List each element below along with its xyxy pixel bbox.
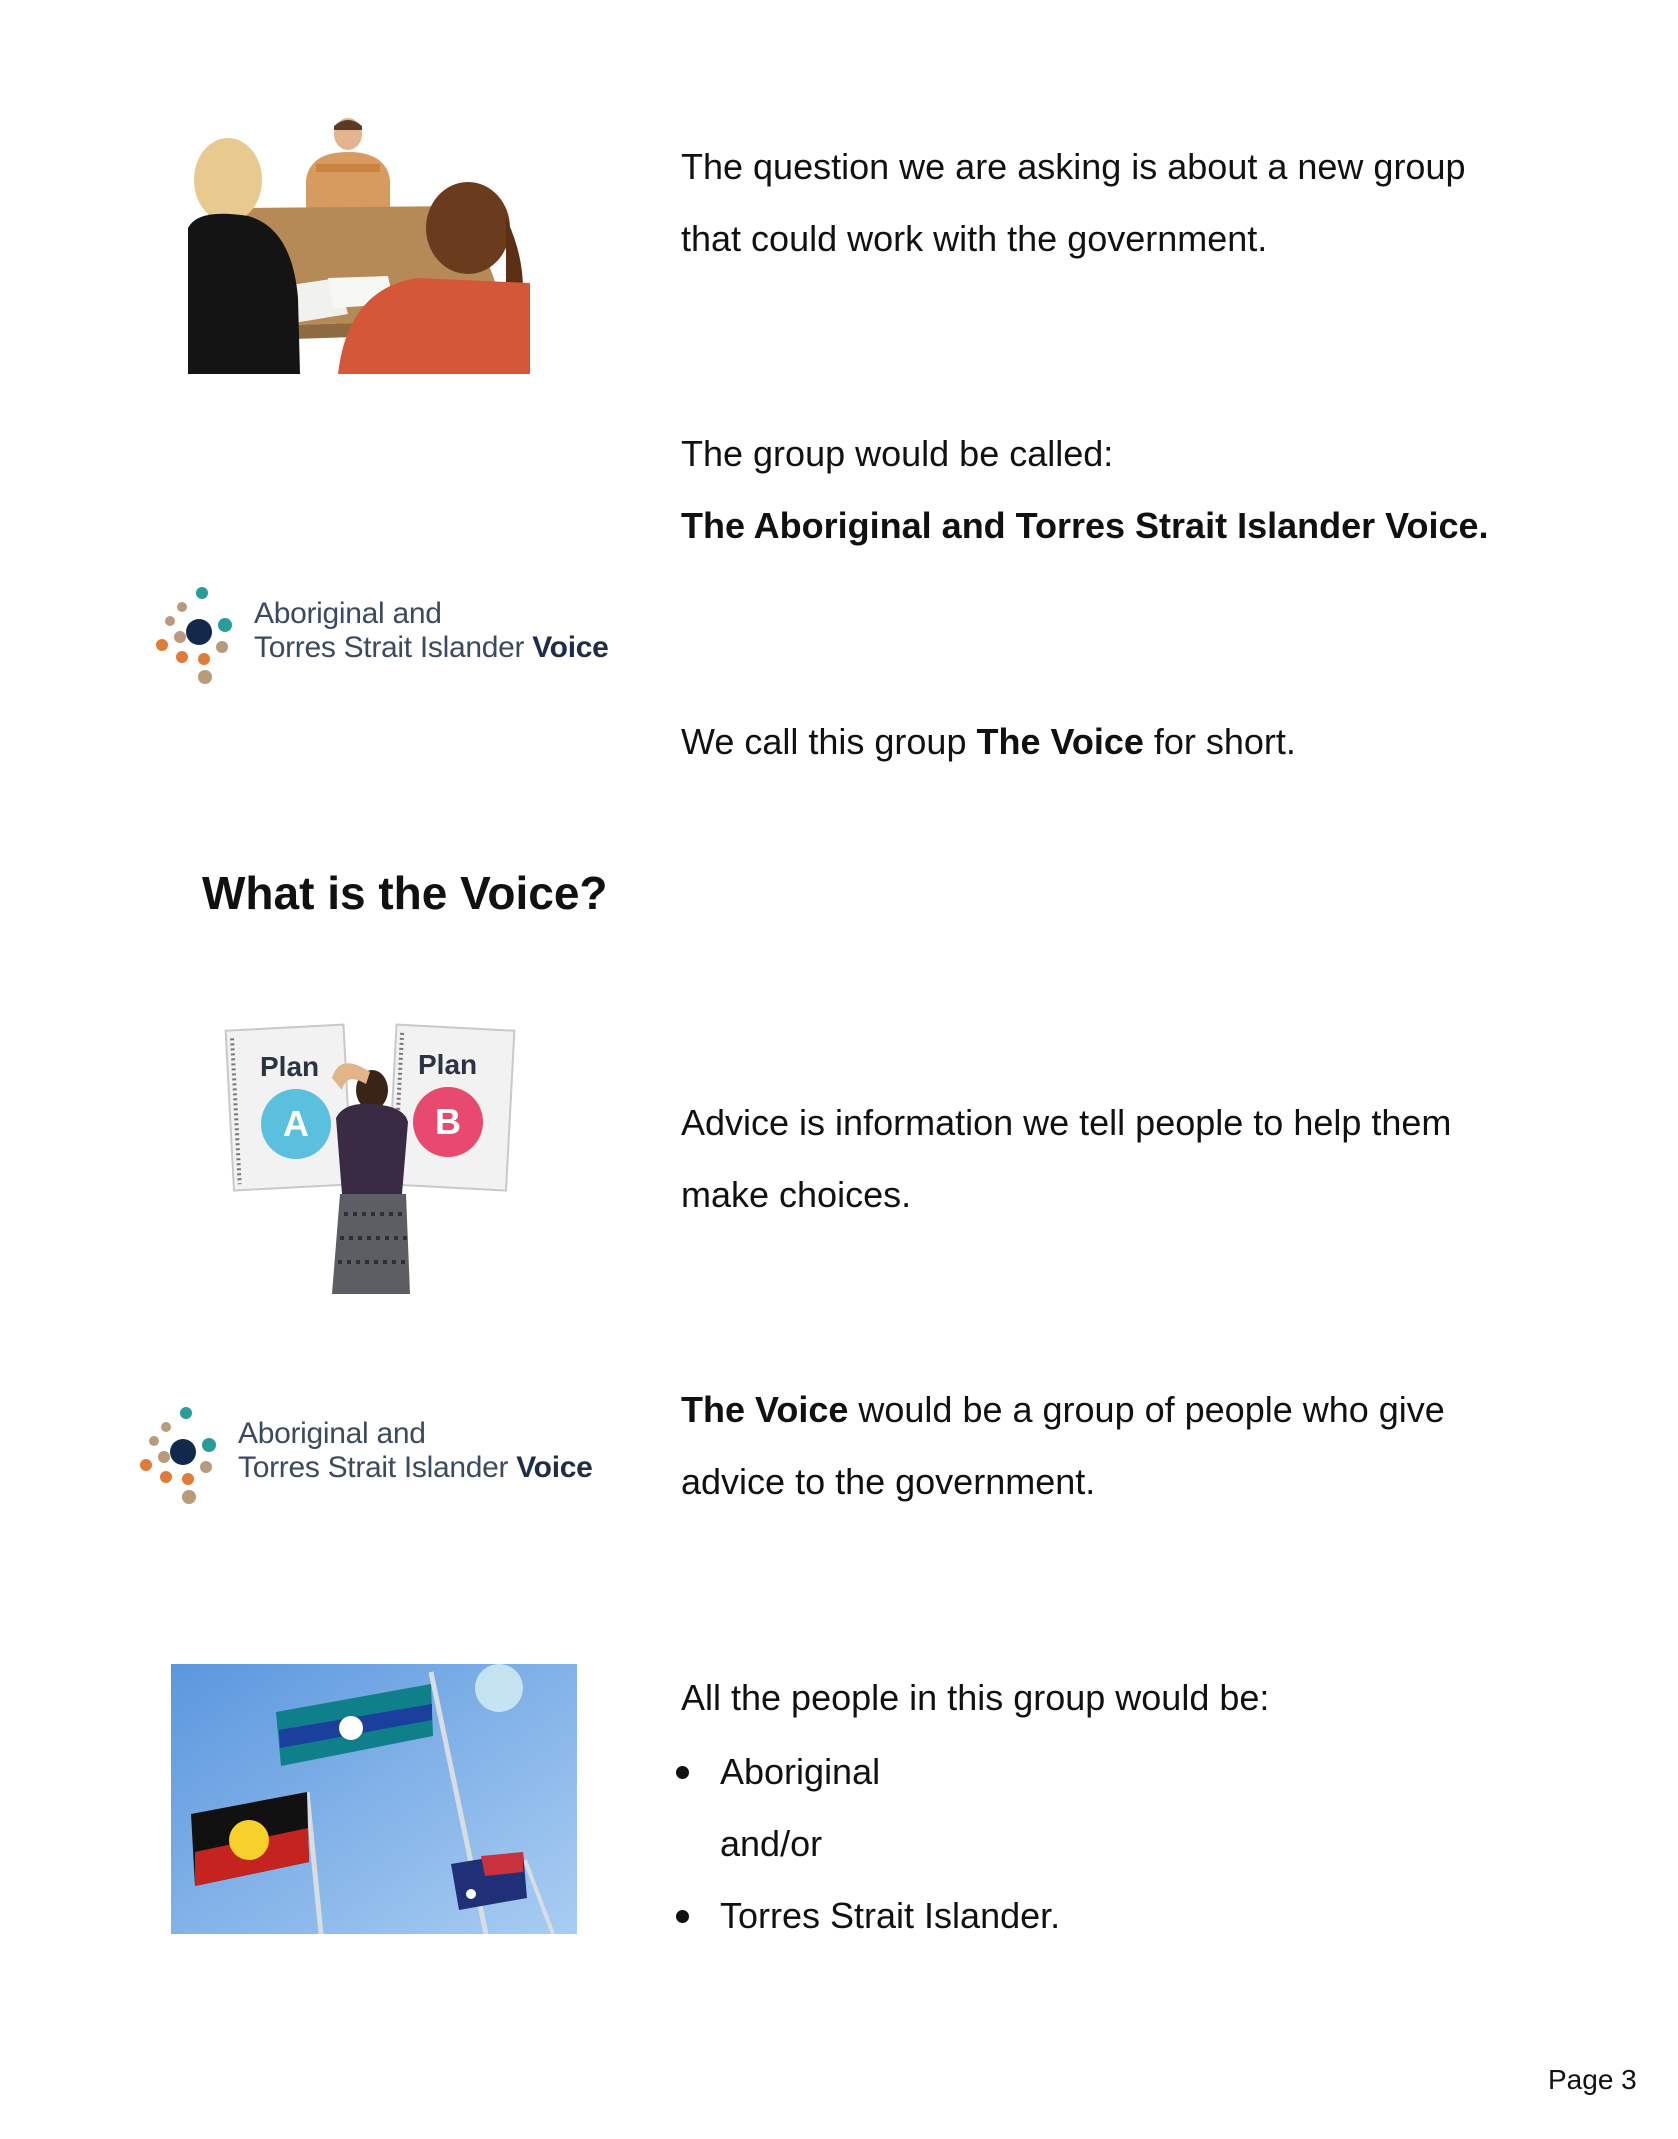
voice-logo-2-dots-icon bbox=[136, 1405, 226, 1505]
voice-full-name: The Aboriginal and Torres Strait Islander Voice. bbox=[681, 505, 1489, 546]
plan-a-label: Plan bbox=[260, 1051, 320, 1082]
voice-logo-line2: Torres Strait Islander bbox=[254, 631, 533, 664]
voice-logo-2-line1: Aboriginal and bbox=[238, 1417, 426, 1450]
section3-line2: make choices. bbox=[681, 1174, 912, 1215]
section5-intro: All the people in this group would be: bbox=[681, 1677, 1270, 1718]
voice-short-name-text bbox=[681, 706, 1581, 778]
plan-a-b-image bbox=[220, 1018, 520, 1294]
list-item: and/or bbox=[720, 1823, 823, 1864]
voice-logo-dots-icon bbox=[152, 585, 242, 685]
section2-line1: The group would be called: bbox=[681, 433, 1114, 474]
section4-line1: would be a group of people who give bbox=[848, 1389, 1445, 1430]
section1-text bbox=[681, 131, 1581, 275]
voice-short-bold: The Voice bbox=[976, 721, 1144, 762]
voice-logo bbox=[152, 585, 612, 685]
member-list bbox=[668, 1736, 1568, 1952]
page-number: Page 3 bbox=[1548, 2064, 1637, 2095]
section4-line2: advice to the government. bbox=[681, 1461, 1096, 1502]
list-item: Torres Strait Islander. bbox=[668, 1880, 1568, 1952]
voice-logo-2-text bbox=[238, 1417, 598, 1485]
section1-line2: that could work with the government. bbox=[681, 218, 1268, 259]
section1-line1: The question we are asking is about a new group bbox=[681, 146, 1466, 187]
section4-text bbox=[681, 1374, 1581, 1518]
section4-bold: The Voice bbox=[681, 1389, 849, 1430]
plan-b-label: Plan bbox=[418, 1049, 478, 1080]
section3-text bbox=[681, 1087, 1581, 1231]
voice-short-post: for short. bbox=[1143, 721, 1296, 762]
voice-logo-2-line2: Torres Strait Islander bbox=[238, 1451, 517, 1484]
plan-a-letter: A bbox=[283, 1103, 309, 1144]
voice-logo-bold: Voice bbox=[532, 631, 609, 664]
voice-logo-2-bold: Voice bbox=[516, 1451, 593, 1484]
flags-photo bbox=[171, 1664, 577, 1934]
voice-short-pre: We call this group bbox=[681, 721, 977, 762]
plan-b-letter: B bbox=[435, 1101, 461, 1142]
voice-logo-text bbox=[254, 597, 614, 665]
list-item: Aboriginal bbox=[668, 1736, 1568, 1808]
section3-line1: Advice is information we tell people to help them bbox=[681, 1102, 1452, 1143]
voice-logo-2 bbox=[136, 1405, 596, 1505]
page-heading: What is the Voice? bbox=[202, 867, 608, 919]
voice-logo-line1: Aboriginal and bbox=[254, 597, 442, 630]
section2-text bbox=[681, 418, 1581, 562]
meeting-photo bbox=[188, 118, 530, 374]
